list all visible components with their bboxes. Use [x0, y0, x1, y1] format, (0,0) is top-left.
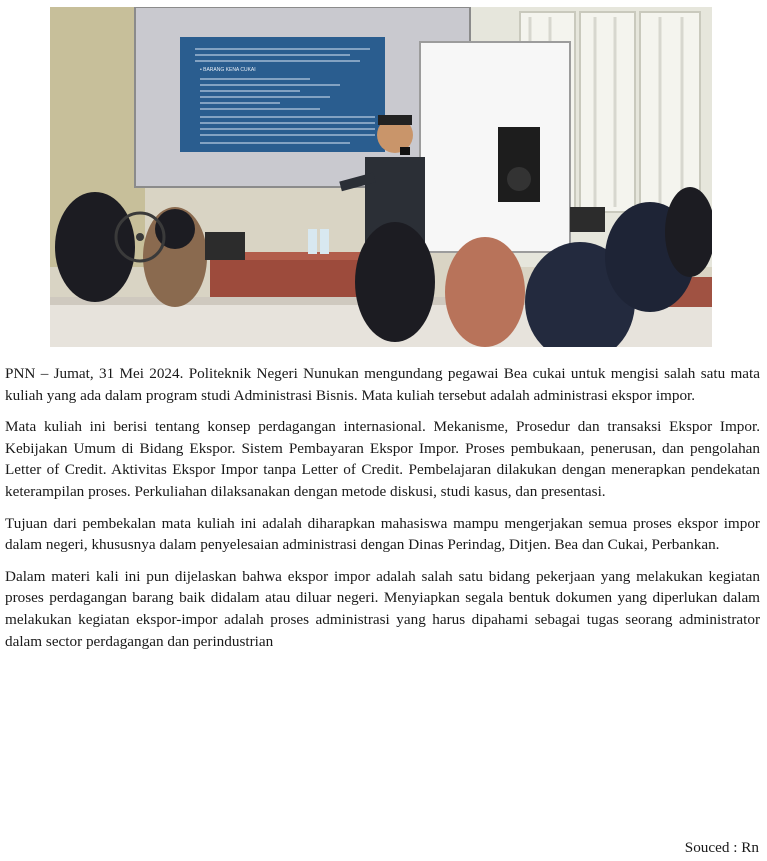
classroom-photo [50, 7, 712, 347]
article-body [5, 363, 760, 662]
article-paragraph: Dalam materi kali ini pun dijelaskan bahwa ekspor impor adalah salah satu bidang pekerjaan yang melakukan kegiatan proses perdagangan barang baik didalam atau diluar negeri. Menyiapkan segala bentuk dokumen yang diperlukan dalam melakukan kegiatan ekspor-impor adalah proses administrasi yang harus dipahami sebagai tugas seorang administrator dalam sector perdagangan dan perindustrian [5, 567, 760, 650]
article-paragraph: PNN – Jumat, 31 Mei 2024. Politeknik Negeri Nunukan mengundang pegawai Bea cukai untuk mengisi salah satu mata kuliah yang ada dalam program studi Administrasi Bisnis. Mata kuliah tersebut adalah administrasi ekspor impor. [5, 365, 760, 404]
article-paragraph: Mata kuliah ini berisi tentang konsep perdagangan internasional. Mekanisme, Prosedur dan transaksi Ekspor Impor. Kebijakan Umum di Bidang Ekspor. Sistem Pembayaran Ekspor Impor. Proses pembukaan, penerusan, dan pengolahan Letter of Credit. Aktivitas Ekspor Impor tanpa Letter of Credit. Pembelajaran dilakukan dengan menerapkan pendekatan keterampilan proses. Perkuliahan dilaksanakan dengan metode diskusi, studi kasus, dan presentasi. [5, 418, 760, 500]
projected-slide [180, 37, 385, 152]
svg-text:• BARANG KENA CUKAI: • BARANG KENA CUKAI [200, 67, 256, 73]
article-paragraph: Tujuan dari pembekalan mata kuliah ini adalah diharapkan mahasiswa mampu mengerjakan semua proses ekspor impor dalam negeri, khususnya dalam penyelesaian administrasi dengan Dinas Perindag, Ditjen. Bea dan Cukai, Perbankan. [5, 514, 760, 554]
source-credit: Souced : Rn [684, 839, 759, 856]
